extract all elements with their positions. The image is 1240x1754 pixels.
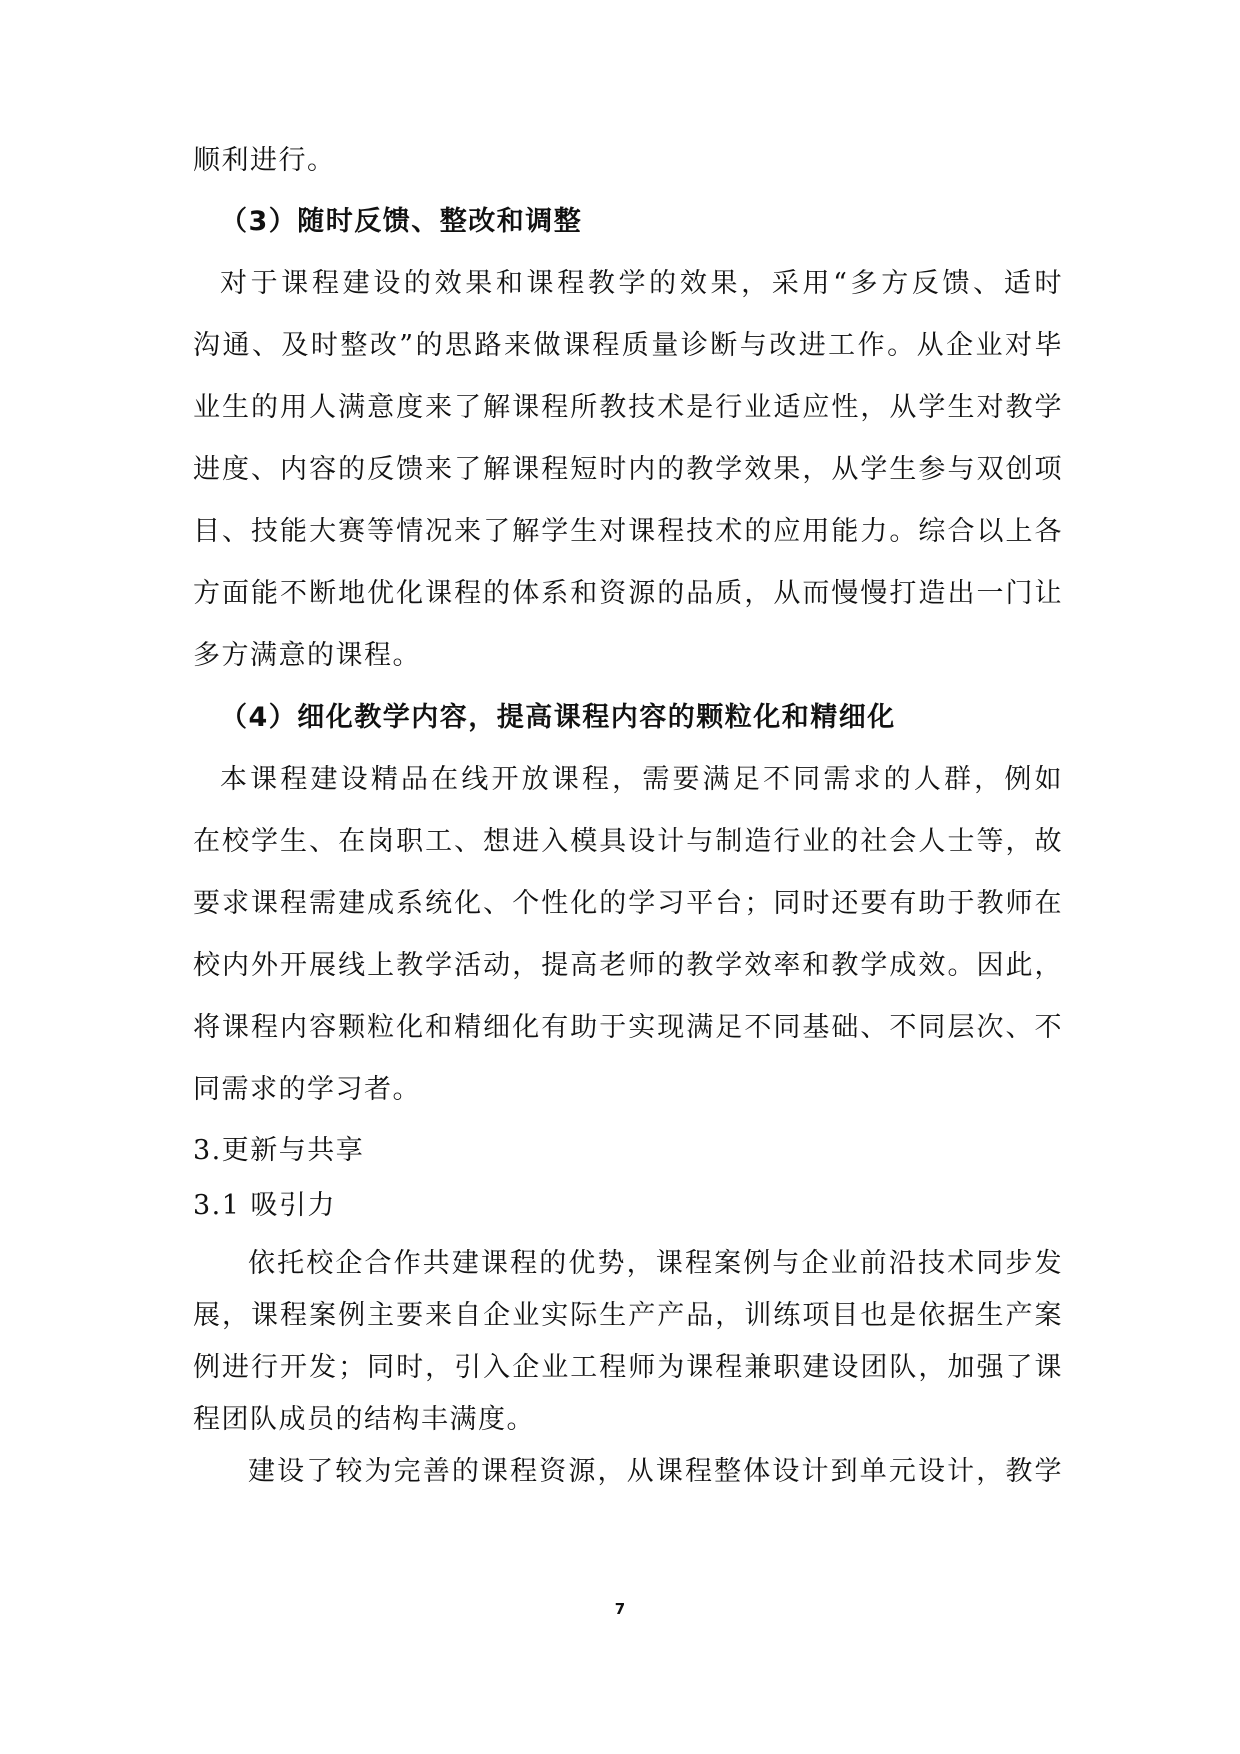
paragraph-line: 业生的用人满意度来了解课程所教技术是行业适应性，从学生对教学 xyxy=(193,392,1063,423)
paragraph-line: 依托校企合作共建课程的优势，课程案例与企业前沿技术同步发 xyxy=(248,1248,1063,1279)
paragraph-line: 要求课程需建成系统化、个性化的学习平台；同时还要有助于教师在 xyxy=(193,888,1063,919)
paragraph-line: 顺利进行。 xyxy=(193,145,336,176)
paragraph-line: 例进行开发；同时，引入企业工程师为课程兼职建设团队，加强了课 xyxy=(193,1352,1063,1383)
page-number: 7 xyxy=(614,1600,626,1618)
paragraph-line: 多方满意的课程。 xyxy=(193,640,421,671)
paragraph-line: 将课程内容颗粒化和精细化有助于实现满足不同基础、不同层次、不 xyxy=(193,1012,1063,1043)
paragraph-line: 程团队成员的结构丰满度。 xyxy=(193,1404,535,1435)
subsection-heading: 3.1 吸引力 xyxy=(193,1190,337,1221)
paragraph-line: 目、技能大赛等情况来了解学生对课程技术的应用能力。综合以上各 xyxy=(193,516,1063,547)
paragraph-line: 校内外开展线上教学活动，提高老师的教学效率和教学成效。因此， xyxy=(193,950,1063,981)
paragraph-line: 本课程建设精品在线开放课程，需要满足不同需求的人群，例如 xyxy=(220,764,1063,795)
section-heading: （4）细化教学内容，提高课程内容的颗粒化和精细化 xyxy=(220,702,896,733)
paragraph-line: 对于课程建设的效果和课程教学的效果，采用“多方反馈、适时 xyxy=(220,268,1063,299)
paragraph-line: 建设了较为完善的课程资源，从课程整体设计到单元设计，教学 xyxy=(248,1456,1063,1487)
paragraph-line: 同需求的学习者。 xyxy=(193,1074,421,1105)
paragraph-line: 展，课程案例主要来自企业实际生产产品，训练项目也是依据生产案 xyxy=(193,1300,1063,1331)
section-heading: 3.更新与共享 xyxy=(193,1135,365,1166)
paragraph-line: 方面能不断地优化课程的体系和资源的品质，从而慢慢打造出一门让 xyxy=(193,578,1063,609)
paragraph-line: 进度、内容的反馈来了解课程短时内的教学效果，从学生参与双创项 xyxy=(193,454,1063,485)
section-heading: （3）随时反馈、整改和调整 xyxy=(220,206,583,237)
paragraph-line: 沟通、及时整改”的思路来做课程质量诊断与改进工作。从企业对毕 xyxy=(193,330,1063,361)
paragraph-line: 在校学生、在岗职工、想进入模具设计与制造行业的社会人士等，故 xyxy=(193,826,1063,857)
